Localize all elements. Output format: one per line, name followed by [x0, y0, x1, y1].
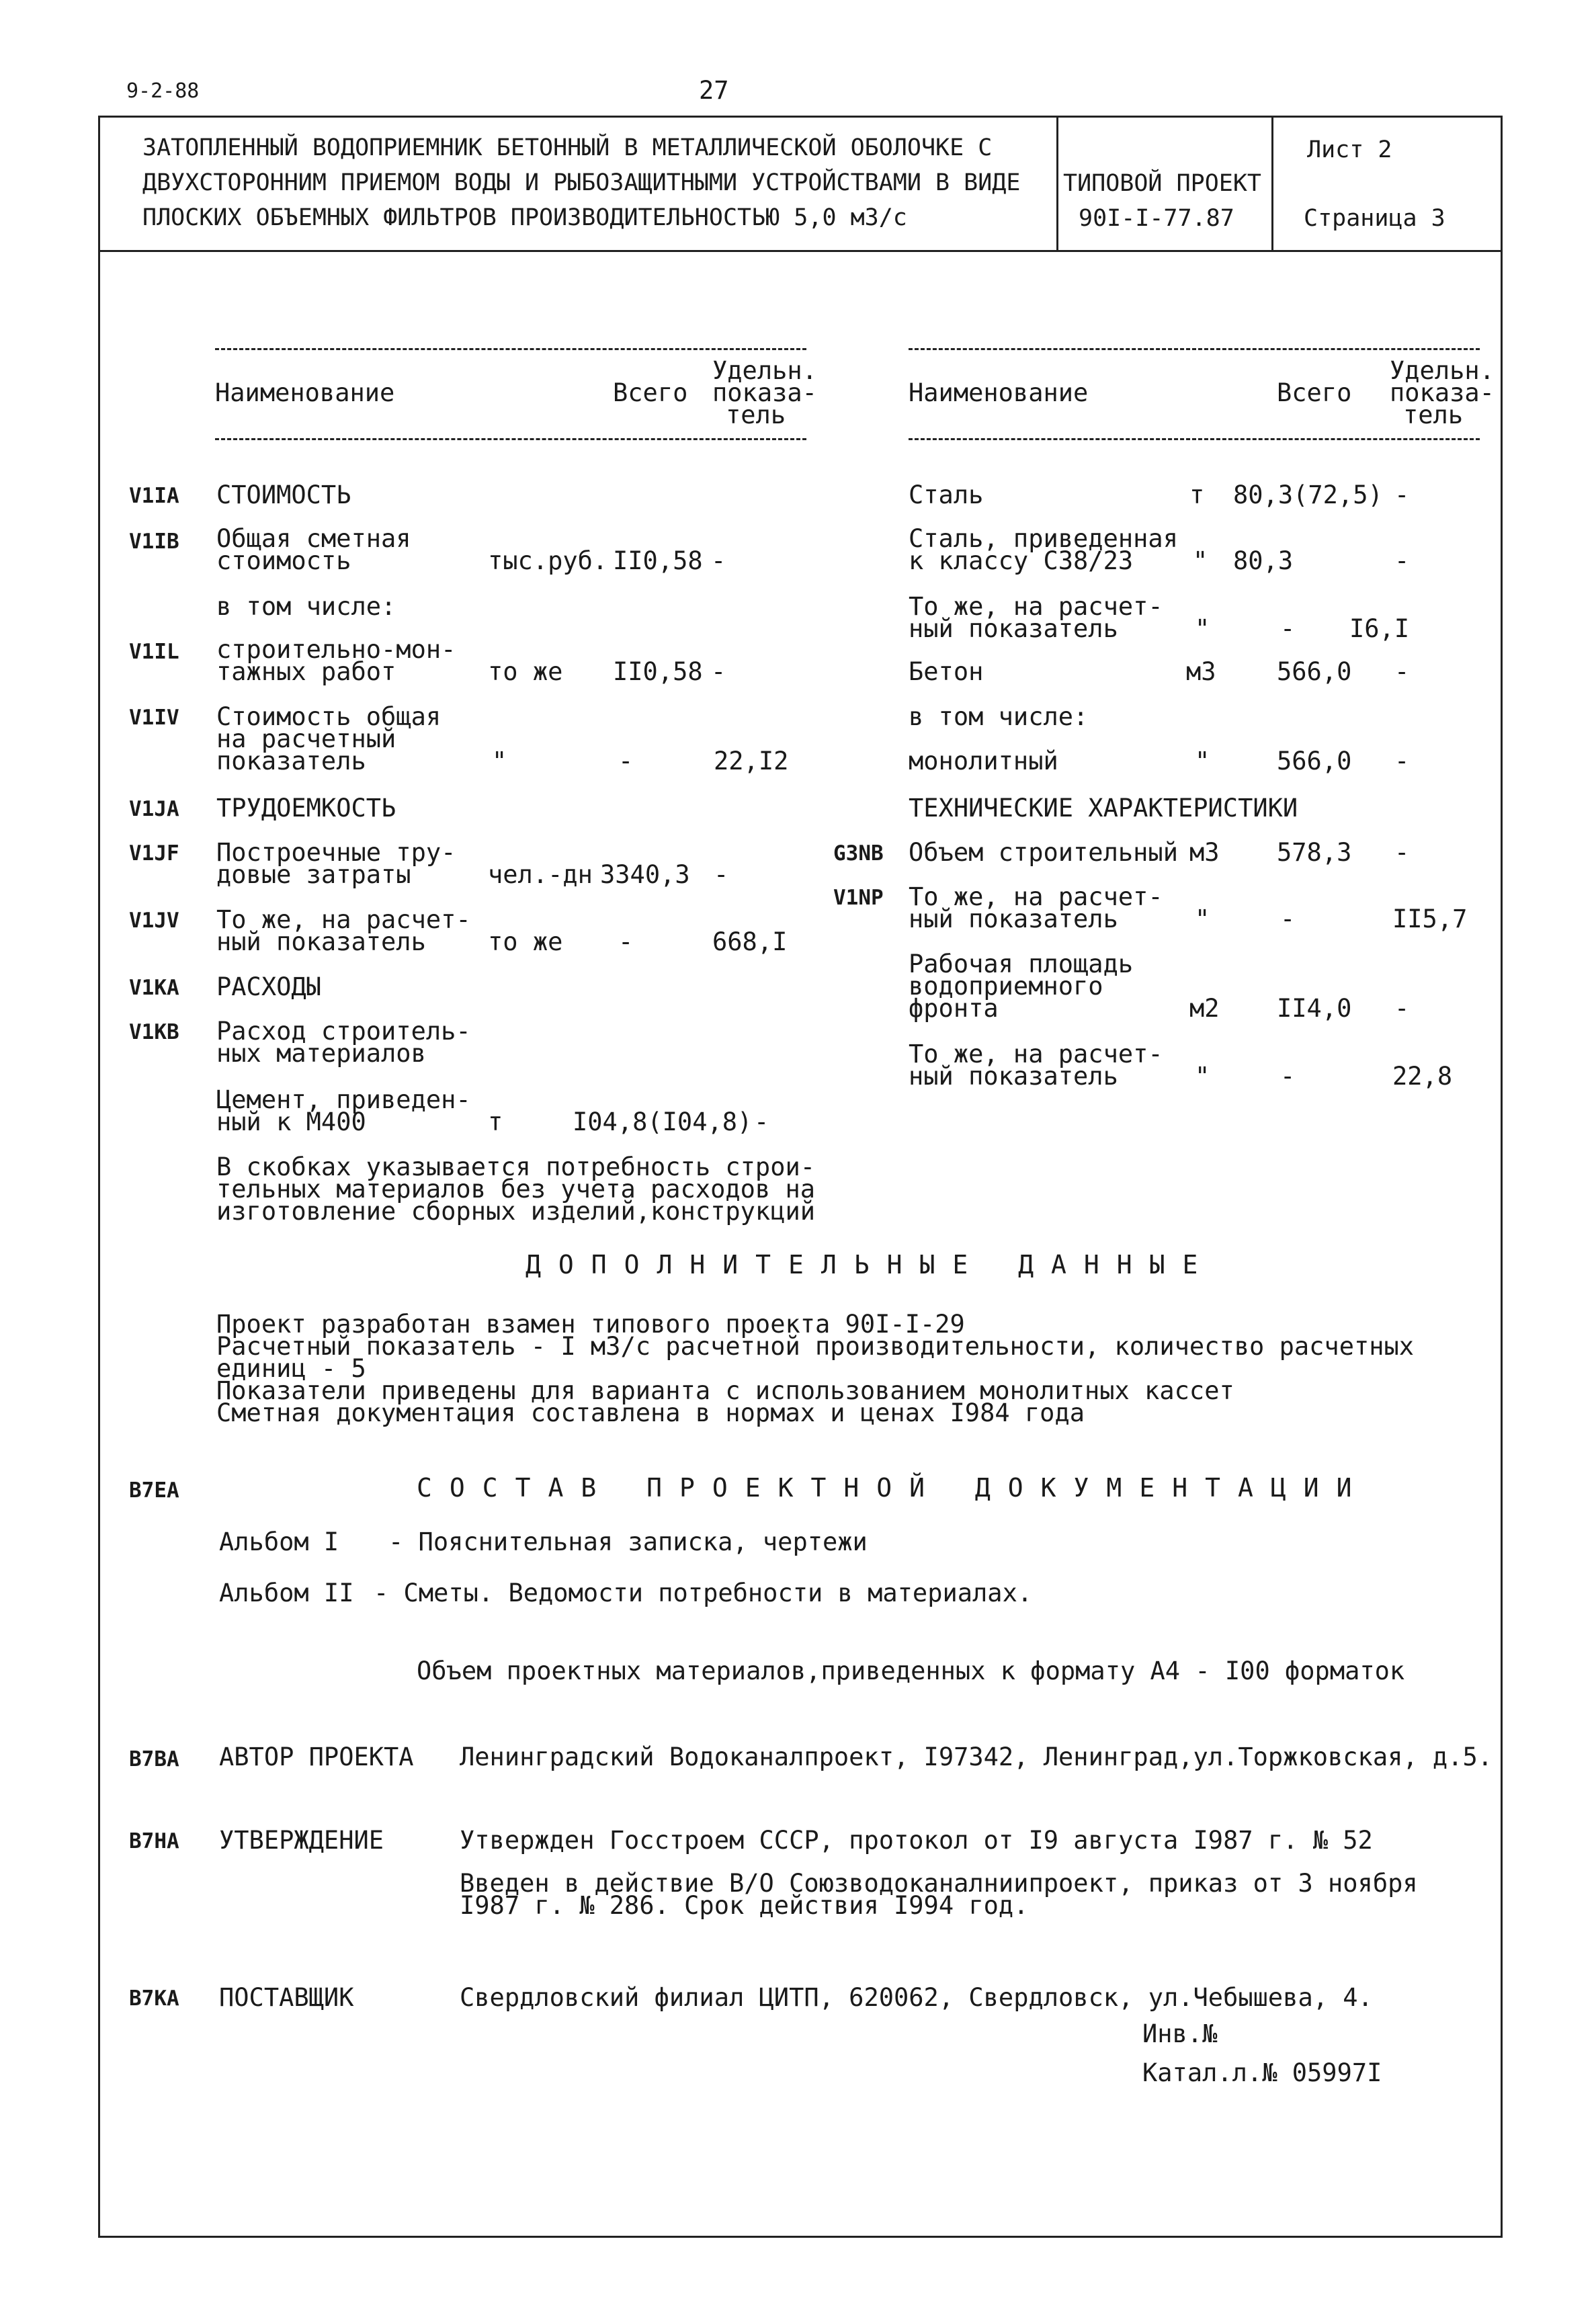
right-row-spec: 22,8: [1392, 1062, 1453, 1091]
left-row-name: строительно-мон-: [216, 635, 456, 664]
page-number: 27: [699, 76, 729, 105]
album-text: - Пояснительная записка, чертежи: [388, 1527, 868, 1556]
left-row-spec: 668,I: [712, 927, 788, 956]
left-row-name: Общая сметная: [216, 524, 411, 553]
right-row-unit: ": [1195, 747, 1210, 775]
right-row-name: ный показатель: [909, 614, 1118, 643]
left-row-name: в том числе:: [216, 592, 396, 621]
left-note-line: В скобках указывается потребность строи-: [216, 1152, 816, 1181]
additional-line: единиц - 5: [216, 1354, 366, 1383]
right-row-unit: м3: [1186, 657, 1216, 686]
approval-line: Утвержден Госстроем СССР, протокол от I9 августа I987 г. № 52: [460, 1826, 1373, 1855]
row-code: V1JA: [129, 797, 179, 821]
right-col-name-header: Наименование: [909, 378, 1089, 407]
author-label: АВТОР ПРОЕКТА: [219, 1743, 414, 1771]
additional-line: Показатели приведены для варианта с использованием монолитных кассет: [216, 1376, 1234, 1405]
right-row-unit: ": [1193, 546, 1208, 575]
right-row-name: монолитный: [909, 747, 1058, 775]
right-row-total: 566,0: [1277, 747, 1352, 775]
right-row-name: водоприемного: [909, 972, 1103, 1001]
supplier-text: Свердловский филиал ЦИТП, 620062, Свердловск, ул.Чебышева, 4.: [460, 1983, 1373, 2012]
left-row-spec: -: [754, 1107, 769, 1136]
supplier-label: ПОСТАВЩИК: [219, 1983, 354, 2012]
right-row-total: II4,0: [1277, 994, 1352, 1023]
right-col-spec-header-1: Удельн.: [1390, 356, 1495, 385]
left-row-unit: ": [492, 747, 507, 775]
left-row-total: 3340,3: [600, 860, 690, 889]
row-code: V1NP: [833, 886, 884, 910]
left-col-spec-header-1: Удельн.: [712, 356, 817, 385]
right-row-name: То же, на расчет-: [909, 592, 1163, 621]
header-col-divider-2: [1271, 116, 1273, 250]
right-row-name: То же, на расчет-: [909, 1040, 1163, 1068]
additional-heading: ДОПОЛНИТЕЛЬНЫЕ ДАННЫЕ: [526, 1250, 1216, 1280]
right-row-spec: -: [1394, 838, 1410, 867]
row-code: V1KB: [129, 1020, 179, 1044]
left-row-total: II0,58: [613, 546, 703, 575]
header-title-line-2: ДВУХСТОРОННИМ ПРИЕМОМ ВОДЫ И РЫБОЗАЩИТНЫМИ УСТРОЙСТВАМИ В ВИДЕ: [142, 169, 1021, 196]
left-row-name: Цемент, приведен-: [216, 1085, 471, 1114]
right-row-total: 578,3: [1277, 838, 1352, 867]
right-col-total-header: Всего: [1277, 378, 1352, 407]
right-row-name: Объем строительный: [909, 838, 1178, 867]
right-row-total: -: [1280, 614, 1296, 643]
additional-line: Проект разработан взамен типового проекта 90I-I-29: [216, 1310, 965, 1339]
row-code: V1IA: [129, 484, 179, 508]
row-code: B7BA: [129, 1747, 179, 1771]
left-col-spec-header-3: тель: [726, 401, 786, 429]
sheet-label: Лист 2: [1307, 136, 1392, 163]
approval-line: I987 г. № 286. Срок действия I994 год.: [460, 1891, 1029, 1920]
album-label: Альбом I: [219, 1527, 339, 1556]
right-row-name: Сталь, приведенная: [909, 524, 1178, 553]
catalog-number: Катал.л.№ 05997I: [1142, 2058, 1382, 2087]
left-row-name: Расход строитель-: [216, 1017, 471, 1046]
right-row-name: То же, на расчет-: [909, 882, 1163, 911]
right-row-spec: -: [1394, 994, 1410, 1023]
header-col-divider-1: [1056, 116, 1058, 250]
row-code: B7HA: [129, 1829, 179, 1853]
left-row-total: -: [618, 927, 634, 956]
right-row-name: Рабочая площадь: [909, 950, 1134, 978]
right-row-total: 566,0: [1277, 657, 1352, 686]
right-row-unit: м2: [1189, 994, 1220, 1023]
left-row-total: II0,58: [613, 657, 703, 686]
left-row-name: То же, на расчет-: [216, 905, 471, 934]
left-row-unit: то же: [488, 927, 563, 956]
left-row-unit: т: [488, 1107, 503, 1136]
header-divider: [98, 250, 1503, 252]
right-row-total: -: [1280, 905, 1296, 933]
right-row-spec: -: [1394, 747, 1410, 775]
row-code: B7KA: [129, 1986, 179, 2011]
left-row-name: ный показатель: [216, 927, 426, 956]
right-col-spec-header-3: тель: [1403, 401, 1464, 429]
left-row-name: стоимость: [216, 546, 351, 575]
right-row-name: ТЕХНИЧЕСКИЕ ХАРАКТЕРИСТИКИ: [909, 794, 1298, 823]
right-row-name: ный показатель: [909, 905, 1118, 933]
left-row-name: Стоимость общая: [216, 702, 442, 731]
right-row-unit: ": [1195, 1062, 1210, 1091]
right-row-spec: -: [1394, 480, 1410, 509]
left-row-name: РАСХОДЫ: [216, 972, 321, 1001]
left-row-name: на расчетный: [216, 724, 396, 753]
right-row-name: Бетон: [909, 657, 984, 686]
header-title-line-1: ЗАТОПЛЕННЫЙ ВОДОПРИЕМНИК БЕТОННЫЙ В МЕТАЛЛИЧЕСКОЙ ОБОЛОЧКЕ С: [142, 134, 993, 161]
left-row-unit: то же: [488, 657, 563, 686]
left-col-total-header: Всего: [613, 378, 688, 407]
row-code: V1KA: [129, 976, 179, 1000]
album-label: Альбом II: [219, 1579, 354, 1607]
row-code: B7EA: [129, 1478, 179, 1503]
left-col-name-header: Наименование: [215, 378, 395, 407]
right-row-name: ный показатель: [909, 1062, 1118, 1091]
left-row-name: СТОИМОСТЬ: [216, 480, 351, 509]
right-col-spec-header-2: показа-: [1390, 378, 1495, 407]
composition-heading: СОСТАВ ПРОЕКТНОЙ ДОКУМЕНТАЦИИ: [417, 1473, 1370, 1503]
right-row-name: в том числе:: [909, 702, 1089, 731]
left-row-unit: чел.-дн: [488, 860, 593, 889]
left-col-spec-header-2: показа-: [712, 378, 817, 407]
right-row-unit: т: [1189, 480, 1205, 509]
right-row-unit: м3: [1189, 838, 1220, 867]
left-table-top-rule: [215, 348, 806, 350]
additional-line: Расчетный показатель - I м3/с расчетной производительности, количество расчетных: [216, 1332, 1415, 1361]
left-row-unit: тыс.руб.: [488, 546, 608, 575]
page-code: 9-2-88: [126, 79, 200, 103]
author-text: Ленинградский Водоканалпроект, I97342, Ленинград,ул.Торжковская, д.5.: [460, 1743, 1493, 1771]
right-row-unit: ": [1195, 614, 1210, 643]
additional-line: Сметная документация составлена в нормах и ценах I984 года: [216, 1398, 1085, 1427]
page-label: Страница 3: [1304, 205, 1445, 232]
left-note-line: изготовление сборных изделий,конструкций: [216, 1197, 816, 1226]
right-table-header-rule: [909, 438, 1480, 440]
left-note-line: тельных материалов без учета расходов на: [216, 1175, 816, 1204]
left-row-spec: -: [711, 546, 726, 575]
approval-label: УТВЕРЖДЕНИЕ: [219, 1826, 384, 1855]
right-row-name: к классу С38/23: [909, 546, 1134, 575]
header-title-line-3: ПЛОСКИХ ОБЪЕМНЫХ ФИЛЬТРОВ ПРОИЗВОДИТЕЛЬНОСТЬЮ 5,0 м3/с: [142, 204, 907, 231]
right-row-total: 80,3: [1233, 546, 1294, 575]
left-row-name: тажных работ: [216, 657, 396, 686]
left-row-spec: 22,I2: [714, 747, 789, 775]
left-row-total: I04,8(I04,8): [573, 1107, 753, 1136]
inventory-number: Инв.№: [1142, 2019, 1218, 2048]
project-number: 90I-I-77.87: [1079, 205, 1234, 232]
right-row-total: -: [1280, 1062, 1296, 1091]
row-code: V1JV: [129, 909, 179, 933]
row-code: G3NB: [833, 841, 884, 866]
right-row-total: 80,3(72,5): [1233, 480, 1383, 509]
left-table-header-rule: [215, 438, 806, 440]
right-row-spec: -: [1394, 546, 1410, 575]
left-row-name: ТРУДОЕМКОСТЬ: [216, 794, 396, 823]
right-table-top-rule: [909, 348, 1480, 350]
left-row-spec: -: [714, 860, 729, 889]
right-row-unit: ": [1195, 905, 1210, 933]
right-row-spec: -: [1394, 657, 1410, 686]
row-code: V1IV: [129, 706, 179, 730]
approval-line: Введен в действие В/О Союзводоканалниипроект, приказ от 3 ноября: [460, 1869, 1418, 1898]
left-row-name: довые затраты: [216, 860, 411, 889]
left-row-name: показатель: [216, 747, 366, 775]
row-code: V1IB: [129, 530, 179, 554]
row-code: V1IL: [129, 640, 179, 664]
right-row-spec: II5,7: [1392, 905, 1468, 933]
project-label: ТИПОВОЙ ПРОЕКТ: [1063, 170, 1262, 197]
album-text: - Сметы. Ведомости потребности в материалах.: [374, 1579, 1033, 1607]
left-row-total: -: [618, 747, 634, 775]
left-row-name: Построечные тру-: [216, 838, 456, 867]
row-code: V1JF: [129, 841, 179, 866]
left-row-spec: -: [711, 657, 726, 686]
right-row-name: Сталь: [909, 480, 984, 509]
left-row-name: ных материалов: [216, 1039, 426, 1068]
composition-volume: Объем проектных материалов,приведенных к формату А4 - I00 форматок: [417, 1656, 1405, 1685]
right-row-name: фронта: [909, 994, 999, 1023]
right-row-spec: I6,I: [1349, 614, 1410, 643]
left-row-name: ный к М400: [216, 1107, 366, 1136]
